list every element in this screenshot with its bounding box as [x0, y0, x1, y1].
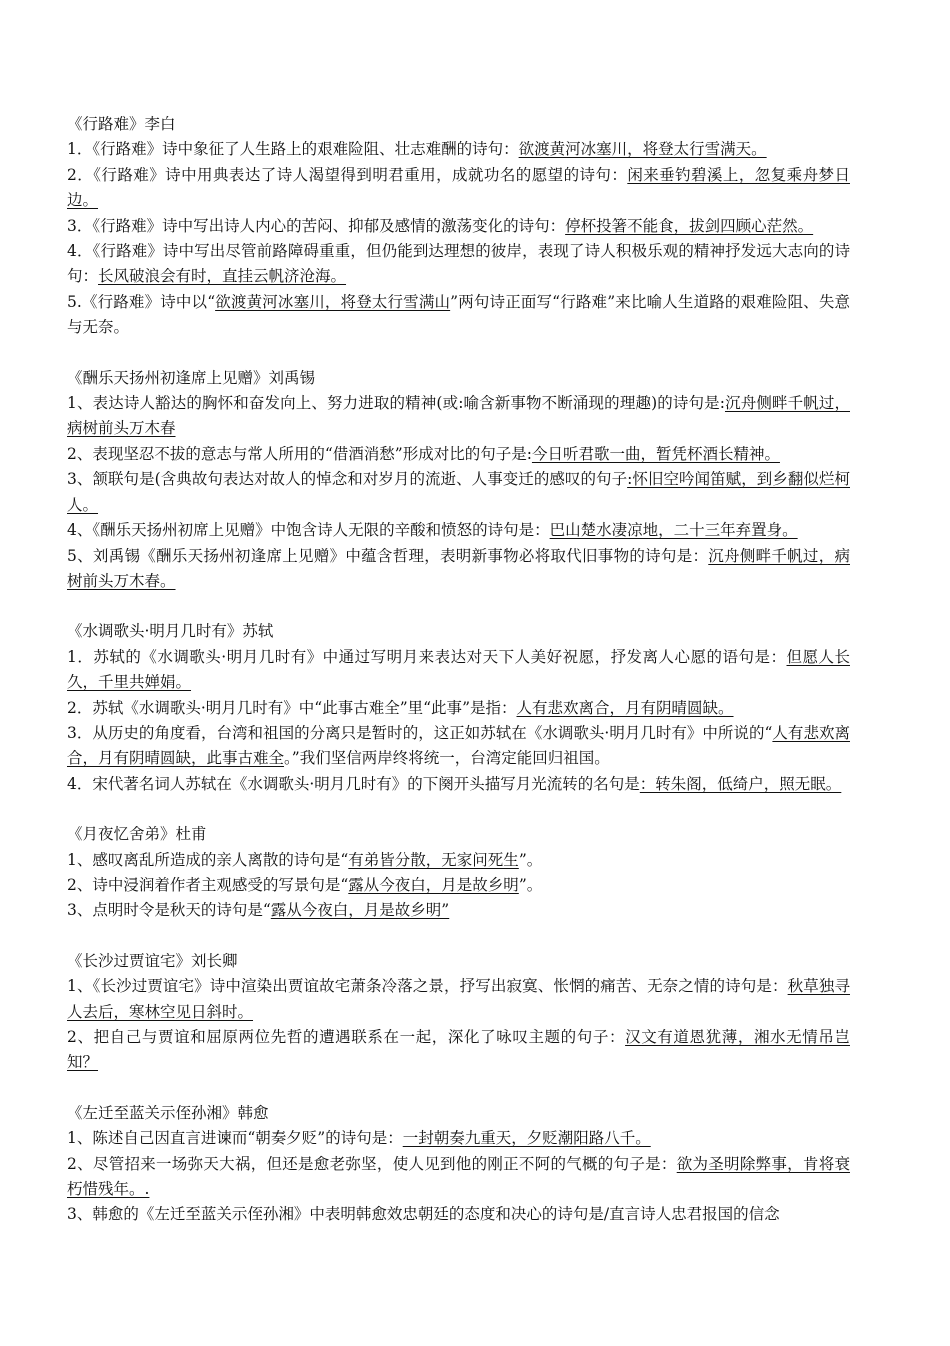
question-text: 4、《酬乐天扬州初席上见赠》中饱含诗人无限的辛酸和愤怒的诗句是：	[67, 521, 550, 540]
answer-text: 汉文有道恩犹薄，湘水无情吊岂知？	[67, 1028, 850, 1072]
poem-section	[67, 366, 850, 595]
answer-text: 停杯投箸不能食，拔剑四顾心茫然。	[565, 216, 814, 235]
question-text: 1、《长沙过贾谊宅》诗中渲染出贾谊故宅萧条冷落之景，抒写出寂寞、怅惘的痛苦、无奈之情的诗句是：	[67, 977, 788, 996]
question-item	[67, 848, 850, 873]
question-item	[67, 214, 850, 239]
question-text: 1．苏轼的《水调歌头·明月几时有》中通过写明月来表达对天下人美好祝愿，抒发离人心愿的语句是：	[67, 647, 787, 666]
question-text: 3．从历史的角度看，台湾和祖国的分离只是暂时的，这正如苏轼在《水调歌头·明月几时有》中所说的“	[67, 723, 773, 742]
question-item	[67, 467, 850, 518]
question-item	[67, 442, 850, 467]
section-title: 《左迁至蓝关示侄孙湘》韩愈	[67, 1103, 269, 1122]
question-item	[67, 518, 850, 543]
document-body	[67, 112, 850, 1253]
answer-text: 露从今夜白，月是故乡明	[348, 875, 519, 894]
answer-text: 一封朝奏九重天，夕贬潮阳路八千。	[402, 1129, 651, 1148]
question-text: 5.《行路难》诗中以“	[67, 292, 216, 311]
answer-text: 人有悲欢离合，月有阴晴圆缺。	[516, 698, 734, 717]
question-text: 2．《行路难》诗中用典表达了诗人渴望得到明君重用，成就功名的愿望的诗句：	[67, 165, 628, 184]
question-text: 5、刘禹锡《酬乐天扬州初逢席上见赠》中蕴含哲理，表明新事物必将取代旧事物的诗句是：	[67, 546, 709, 565]
question-text: 1、感叹离乱所造成的亲人离散的诗句是“	[67, 850, 349, 869]
answer-text: 欲为圣明除弊事，肯将衰朽惜残年。.	[67, 1154, 850, 1199]
question-item	[67, 645, 850, 696]
question-item	[67, 290, 850, 341]
question-item	[67, 772, 850, 797]
poem-section	[67, 619, 850, 797]
answer-text: 欲渡黄河冰塞川，将登太行雪满山	[215, 292, 451, 311]
question-tail: 。”我们坚信两岸终将统一，台湾定能回归祖国。	[284, 749, 610, 768]
answer-text: 沉舟侧畔千帆过，病树前头万木春	[67, 394, 850, 438]
answer-text: 露从今夜白，月是故乡明”	[270, 901, 450, 920]
question-item	[67, 696, 850, 721]
answer-text: 欲渡黄河冰塞川，将登太行雪满天。	[518, 140, 767, 159]
question-item	[67, 873, 850, 898]
section-title: 《长沙过贾谊宅》刘长卿	[67, 951, 238, 970]
question-tail: ”。	[518, 850, 543, 869]
question-text: 3．《行路难》诗中写出诗人内心的苦闷、抑郁及感情的激荡变化的诗句：	[67, 216, 566, 235]
question-text: 1、陈述自己因直言进谏而“朝奏夕贬”的诗句是：	[67, 1129, 403, 1148]
question-item	[67, 1202, 850, 1227]
answer-text: :怀旧空吟闻笛赋，到乡翻似烂柯人。	[67, 470, 850, 514]
question-text: 4．宋代著名词人苏轼在《水调歌头·明月几时有》的下阕开头描写月光流转的名句是	[67, 774, 640, 793]
question-text: 4．《行路难》诗中写出尽管前路障碍重重，但仍能到达理想的彼岸，表现了诗人积极乐观的精神抒发远大志向的诗句：	[67, 242, 850, 286]
section-title: 《酬乐天扬州初逢席上见赠》刘禹锡	[67, 368, 316, 387]
poem-section	[67, 949, 850, 1076]
question-item	[67, 163, 850, 214]
question-item	[67, 239, 850, 290]
answer-text: 闲来垂钓碧溪上，忽复乘舟梦日边。	[67, 165, 850, 210]
question-item	[67, 1126, 850, 1151]
poem-section	[67, 112, 850, 341]
answer-text: 秋草独寻人去后，寒林空见日斜时。	[67, 977, 850, 1021]
answer-text: ：转朱阁，低绮户，照无眠。	[639, 774, 842, 793]
question-text: 2．苏轼《水调歌头·明月几时有》中“此事古难全”里“此事”是指：	[67, 698, 517, 717]
question-tail: ”。	[518, 875, 543, 894]
section-title: 《水调歌头·明月几时有》苏轼	[67, 622, 274, 641]
question-text: 1．《行路难》诗中象征了人生路上的艰难险阻、壮志难酬的诗句：	[67, 140, 519, 159]
section-title: 《行路难》李白	[67, 115, 176, 133]
poem-section	[67, 822, 850, 924]
question-text: 3、点明时令是秋天的诗句是“	[67, 901, 271, 920]
question-text: 3、韩愈的《左迁至蓝关示侄孙湘》中表明韩愈效忠朝廷的态度和决心的诗句是/直言诗人忠君报国的信念	[67, 1205, 780, 1224]
question-text: 2、诗中浸润着作者主观感受的写景句是“	[67, 875, 349, 894]
question-item	[67, 974, 850, 1025]
question-text: 2、把自己与贾谊和屈原两位先哲的遭遇联系在一起，深化了咏叹主题的句子：	[67, 1028, 626, 1046]
poem-section	[67, 1101, 850, 1228]
answer-text: 沉舟侧畔千帆过，病树前头万木春。	[67, 546, 850, 590]
question-text: 3、颔联句是(含典故句表达对故人的悼念和对岁月的流逝、人事变迁的感叹的句子	[67, 470, 628, 489]
question-text: 2、表现坚忍不拔的意志与常人所用的“借酒消愁”形成对比的句子是:	[67, 444, 532, 463]
question-item	[67, 721, 850, 772]
section-title: 《月夜忆舍弟》杜甫	[67, 825, 207, 844]
answer-text: 长风破浪会有时，直挂云帆济沧海。	[98, 267, 347, 286]
question-text: 1、表达诗人豁达的胸怀和奋发向上、努力进取的精神(或:喻含新事物不断涌现的理趣)的诗句是:	[67, 394, 725, 413]
answer-text: 但愿人长久，千里共婵娟。	[67, 647, 850, 692]
answer-text: 巴山楚水凄凉地，二十三年弃置身。	[549, 521, 798, 540]
question-item	[67, 544, 850, 595]
question-item	[67, 1152, 850, 1203]
answer-text: 有弟皆分散，无家问死生	[348, 850, 519, 869]
answer-text: 今日听君歌一曲，暂凭杯酒长精神。	[531, 444, 780, 463]
question-tail: ”两句诗正面写“行路难”来比喻人生道路的艰难险阻、失意与无奈。	[67, 292, 850, 337]
question-item	[67, 1025, 850, 1076]
question-text: 2、尽管招来一场弥天大祸，但还是愈老弥坚，使人见到他的刚正不阿的气概的句子是：	[67, 1154, 677, 1173]
question-item	[67, 391, 850, 442]
question-item	[67, 137, 850, 162]
answer-text: 人有悲欢离合，月有阴晴圆缺，此事古难全	[67, 723, 850, 768]
question-item	[67, 898, 850, 923]
